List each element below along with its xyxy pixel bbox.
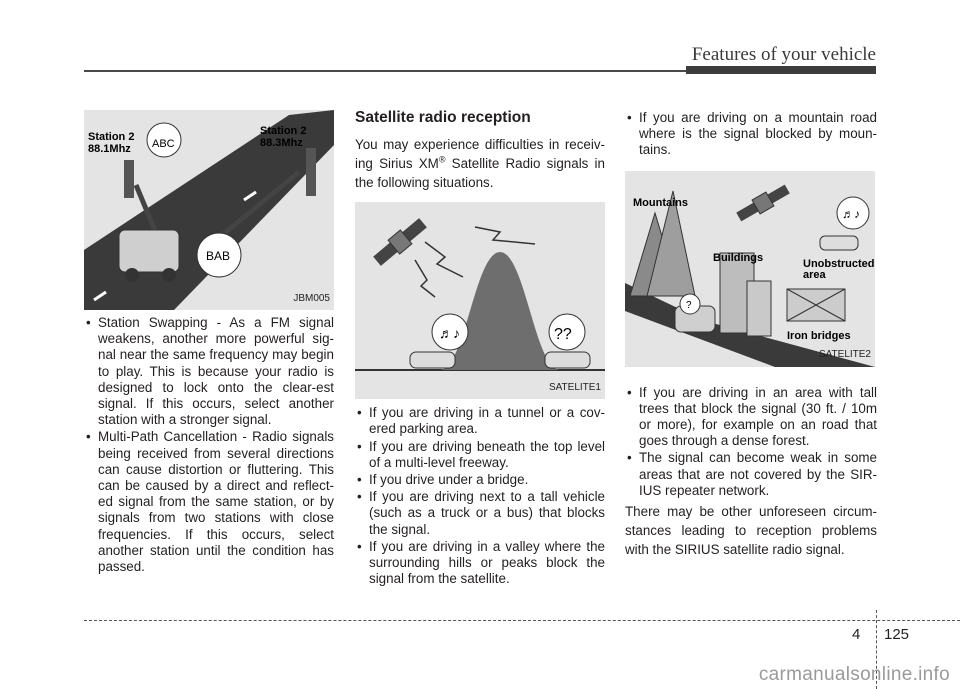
header-bar <box>686 66 876 74</box>
bullet-tunnel: • If you are driving in a tunnel or a cov-ered parking area. <box>355 405 605 437</box>
column-1 <box>84 110 334 576</box>
header-title: Features of your vehicle <box>691 44 876 65</box>
registered-mark: ® <box>438 154 446 165</box>
label-freq-right: 88.3Mhz <box>260 137 303 149</box>
bullet-station-swapping: • Station Swapping - As a FM signal weakens, another more powerful sig-nal near the same frequency may begin to play. This is because your radio is designed to lock onto the clear-est signal. If this occurs, select another station with a stronger signal. <box>84 315 334 428</box>
col1-bullet-list <box>84 315 334 575</box>
svg-text:??: ?? <box>554 326 572 344</box>
figure-code: JBM005 <box>293 292 330 304</box>
closing-paragraph: There may be other unforeseen circum-stances leading to reception problems with the SIRIUS satellite radio signal. <box>625 504 877 558</box>
label-station-right: Station 2 <box>260 125 307 137</box>
intro-text-a: You may experience difficulties in receiv-ing Sirius XM <box>355 137 605 172</box>
figure-satelite2 <box>625 171 875 367</box>
bullet-mountain-road: • If you are driving on a mountain road where is the signal blocked by moun-tains. <box>625 110 877 159</box>
col2-bullet-list <box>355 405 605 587</box>
bullet-freeway: • If you are driving beneath the top level of a multi-level freeway. <box>355 439 605 471</box>
bullet-bridge: • If you drive under a bridge. <box>355 472 605 488</box>
column-2 <box>355 110 605 588</box>
page-number: 125 <box>884 626 910 643</box>
label-station-left: Station 2 <box>88 131 135 143</box>
svg-text:♬♪: ♬♪ <box>842 206 860 221</box>
bullet-tall-trees: • If you are driving in an area with tall trees that block the signal (30 ft. / 10m or more), for example on an road that goes through a dense forest. <box>625 385 877 450</box>
label-area: area <box>803 268 826 281</box>
figure-jbm005 <box>84 110 334 310</box>
bullet-repeater-network: • The signal can become weak in some areas that are not covered by the SIR-IUS repeater network. <box>625 450 877 499</box>
label-freq-left: 88.1Mhz <box>88 143 131 155</box>
figure-satelite1 <box>355 202 605 399</box>
figure-code: SATELITE2 <box>818 349 871 361</box>
bullet-multipath: • Multi-Path Cancellation - Radio signals being received from several directions can cause distortion or fluttering. This can be caused by a direct and reflect-ed signal from the same station, or by signals from two stations with close frequencies. If this occurs, select another station until the condition has passed. <box>84 429 334 575</box>
svg-text:?: ? <box>686 299 692 311</box>
station-swapping-illustration <box>84 110 334 310</box>
watermark: carmanualsonline.info <box>758 664 950 685</box>
label-mountains: Mountains <box>633 196 688 209</box>
col3-bullet-list-top <box>625 110 877 159</box>
col3-bullet-list-bottom <box>625 385 877 499</box>
section-heading: Satellite radio reception <box>355 109 531 126</box>
valley-illustration <box>355 202 605 399</box>
svg-text:ABC: ABC <box>152 138 175 150</box>
svg-text:♬♪: ♬♪ <box>439 325 460 342</box>
bullet-valley: • If you are driving in a valley where the surrounding hills or peaks block the signal from the satellite. <box>355 539 605 588</box>
svg-text:BAB: BAB <box>206 249 231 263</box>
label-unobstructed: Unobstructed <box>803 257 875 270</box>
intro-paragraph <box>355 135 605 192</box>
intro-text-b: Satellite Radio signals in the following situations. <box>355 156 605 191</box>
obstruction-illustration <box>625 171 875 367</box>
footer-rule <box>84 620 960 621</box>
label-iron-bridges: Iron bridges <box>787 329 851 342</box>
label-buildings: Buildings <box>713 251 764 264</box>
chapter-number: 4 <box>852 626 861 643</box>
column-3 <box>625 110 877 559</box>
figure-code: SATELITE1 <box>548 382 601 393</box>
bullet-tall-vehicle: • If you are driving next to a tall vehicle (such as a truck or a bus) that blocks the signal. <box>355 489 605 538</box>
